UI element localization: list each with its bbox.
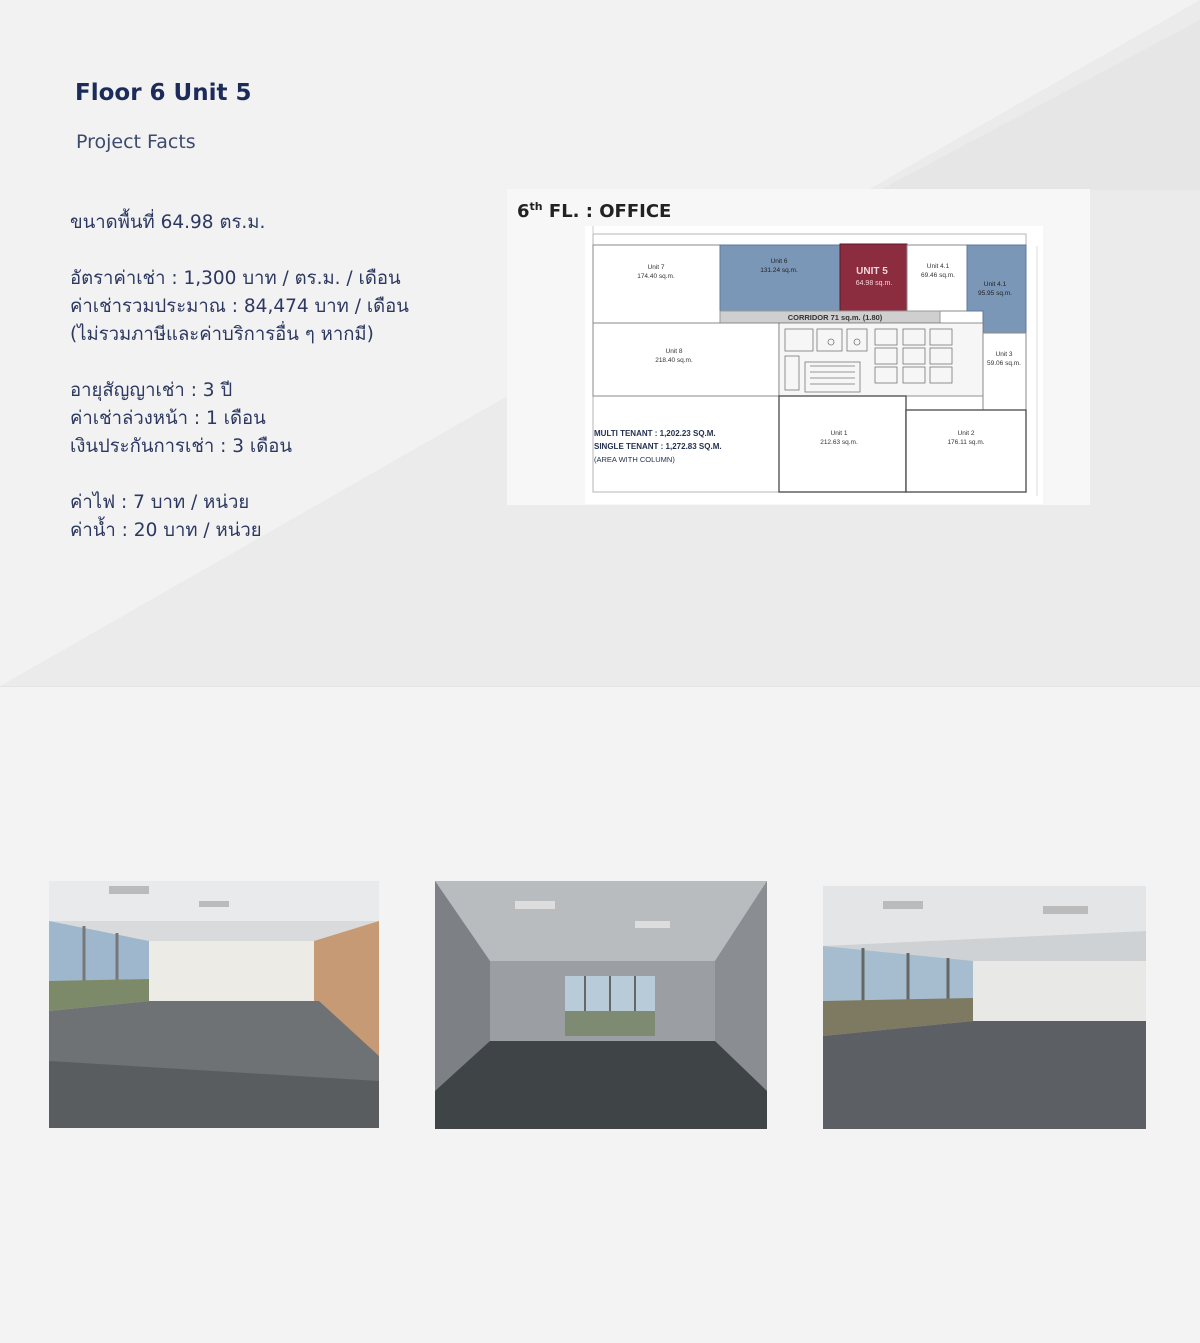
multi-tenant-area: MULTI TENANT : 1,202.23 SQ.M. <box>594 429 716 438</box>
unit-5-highlight <box>840 244 907 311</box>
unit-4-1-small-label: Unit 4.1 <box>926 263 950 270</box>
unit-3 <box>983 333 1026 410</box>
unit-3-area: 59.06 sq.m. <box>987 360 1021 367</box>
single-tenant-area: SINGLE TENANT : 1,272.83 SQ.M. <box>594 442 722 451</box>
unit-6 <box>720 245 840 311</box>
fact-area: ขนาดพื้นที่ 64.98 ตร.ม. <box>70 212 266 233</box>
unit-7-label: Unit 7 <box>647 264 665 271</box>
facts-list <box>70 209 409 545</box>
fact-deposit: เงินประกันการเช่า : 3 เดือน <box>70 436 292 457</box>
office-photo-1[interactable] <box>49 881 379 1128</box>
unit-1-area: 212.63 sq.m. <box>820 439 858 446</box>
page-title: Floor 6 Unit 5 <box>75 80 252 106</box>
office-interior-photo-2-icon <box>435 881 767 1129</box>
unit-3-label: Unit 3 <box>995 351 1013 358</box>
unit-5-area: 64.98 sq.m. <box>855 280 893 287</box>
unit-6-label: Unit 6 <box>770 258 788 265</box>
fact-advance: ค่าเช่าล่วงหน้า : 1 เดือน <box>70 408 266 429</box>
unit-5-label: UNIT 5 <box>856 266 888 277</box>
unit-4-1-large-label: Unit 4.1 <box>983 281 1007 288</box>
unit-2-label: Unit 2 <box>957 430 975 437</box>
unit-8-label: Unit 8 <box>665 348 683 355</box>
unit-7 <box>593 245 720 323</box>
unit-4-1-large-area: 95.95 sq.m. <box>978 290 1012 297</box>
unit-6-area: 131.24 sq.m. <box>760 267 798 274</box>
unit-2-area: 176.11 sq.m. <box>947 439 985 446</box>
corridor-label: CORRIDOR 71 sq.m. (1.80) <box>787 313 883 322</box>
fact-rent-rate: อัตราค่าเช่า : 1,300 บาท / ตร.ม. / เดือน <box>70 268 401 289</box>
office-interior-photo-3-icon <box>823 886 1146 1129</box>
area-note: (AREA WITH COLUMN) <box>594 455 675 464</box>
floor-plan-title: 6th FL. : OFFICE <box>517 200 672 222</box>
fact-rent-note: (ไม่รวมภาษีและค่าบริการอื่น ๆ หากมี) <box>70 324 374 345</box>
office-interior-photo-1-icon <box>49 881 379 1128</box>
unit-8-area: 218.40 sq.m. <box>655 357 693 364</box>
unit-7-area: 174.40 sq.m. <box>637 273 675 280</box>
unit-2 <box>906 410 1026 492</box>
floor-plan-image[interactable] <box>585 226 1043 504</box>
unit-4-1-small-area: 69.46 sq.m. <box>921 272 955 279</box>
office-photo-3[interactable] <box>823 886 1146 1129</box>
fact-rent-total: ค่าเช่ารวมประมาณ : 84,474 บาท / เดือน <box>70 296 409 317</box>
office-photo-2[interactable] <box>435 881 767 1129</box>
building-core <box>779 323 983 396</box>
fact-water: ค่าน้ำ : 20 บาท / หน่วย <box>70 520 262 541</box>
fact-contract: อายุสัญญาเช่า : 3 ปี <box>70 380 233 401</box>
fact-electricity: ค่าไฟ : 7 บาท / หน่วย <box>70 492 250 513</box>
page-subtitle: Project Facts <box>76 131 196 153</box>
unit-1-label: Unit 1 <box>830 430 848 437</box>
floor-plan-card <box>507 189 1090 505</box>
